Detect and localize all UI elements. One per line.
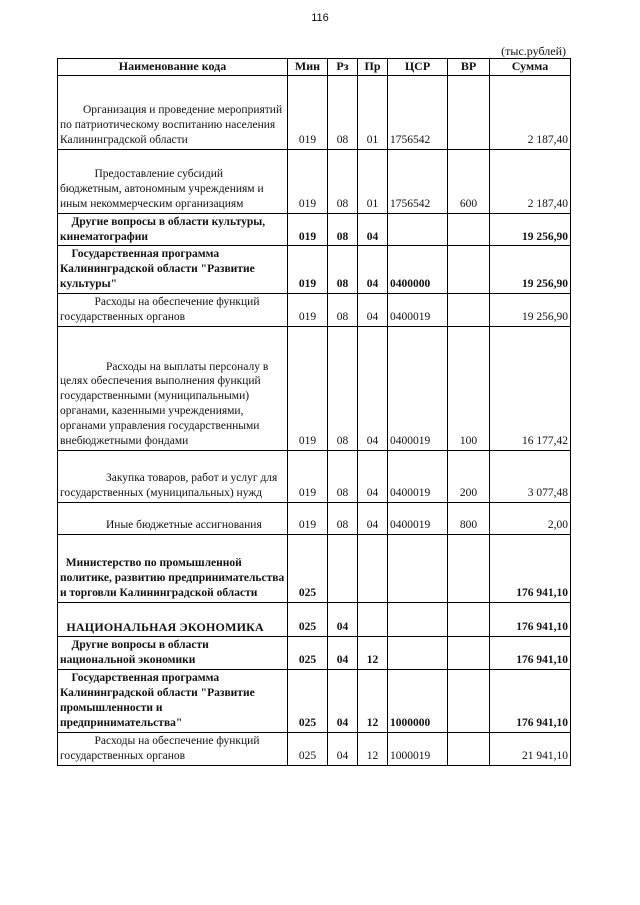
row-csr: 1000019: [388, 732, 448, 765]
row-rz: 08: [328, 213, 358, 246]
row-csr: 0400019: [388, 451, 448, 503]
row-rz: 08: [328, 451, 358, 503]
page-number: 116: [311, 12, 329, 24]
row-csr: 0400019: [388, 327, 448, 451]
row-sum: 21 941,10: [490, 732, 571, 765]
row-csr: [388, 535, 448, 603]
row-vr: [448, 535, 490, 603]
row-min: 019: [288, 75, 328, 149]
table-row: [58, 503, 571, 535]
row-vr: [448, 294, 490, 327]
row-sum: 176 941,10: [490, 603, 571, 637]
row-min: 019: [288, 246, 328, 294]
row-vr: [448, 246, 490, 294]
row-sum: 19 256,90: [490, 246, 571, 294]
row-min: 019: [288, 503, 328, 535]
table-row: [58, 149, 571, 213]
row-vr: 600: [448, 149, 490, 213]
row-name: Министерство по промышленной политике, развитию предпринимательства и торговли Калининградской области: [58, 535, 288, 603]
row-csr: 0400000: [388, 246, 448, 294]
table-row: [58, 732, 571, 765]
row-rz: 04: [328, 603, 358, 637]
row-vr: [448, 732, 490, 765]
row-pr: 12: [358, 670, 388, 733]
row-csr: 1756542: [388, 149, 448, 213]
row-sum: 2 187,40: [490, 149, 571, 213]
row-csr: [388, 213, 448, 246]
row-pr: 01: [358, 75, 388, 149]
row-name: НАЦИОНАЛЬНАЯ ЭКОНОМИКА: [58, 603, 288, 637]
row-min: 019: [288, 451, 328, 503]
row-rz: 04: [328, 732, 358, 765]
row-pr: 04: [358, 327, 388, 451]
row-csr: 1756542: [388, 75, 448, 149]
row-pr: [358, 603, 388, 637]
table-header-row: [58, 59, 571, 76]
row-name: Предоставление субсидий бюджетным, автономным учреждениям и иным некоммерческим организациям: [58, 149, 288, 213]
col-header-sum: Сумма: [490, 59, 571, 76]
col-header-csr: ЦСР: [388, 59, 448, 76]
table-row: [58, 451, 571, 503]
row-sum: 2 187,40: [490, 75, 571, 149]
table-row: [58, 535, 571, 603]
col-header-name: Наименование кода: [58, 59, 288, 76]
row-rz: 08: [328, 503, 358, 535]
table-row: [58, 637, 571, 670]
row-pr: 12: [358, 637, 388, 670]
row-name: Расходы на обеспечение функций государственных органов: [58, 294, 288, 327]
table-row: [58, 327, 571, 451]
col-header-pr: Пр: [358, 59, 388, 76]
row-sum: 2,00: [490, 503, 571, 535]
row-vr: [448, 75, 490, 149]
row-vr: [448, 213, 490, 246]
budget-table: [57, 58, 571, 766]
row-csr: [388, 603, 448, 637]
row-min: 019: [288, 149, 328, 213]
row-name: Государственная программа Калининградской области "Развитие культуры": [58, 246, 288, 294]
row-pr: 04: [358, 503, 388, 535]
row-rz: 08: [328, 149, 358, 213]
row-rz: 04: [328, 670, 358, 733]
row-pr: 04: [358, 294, 388, 327]
row-vr: 800: [448, 503, 490, 535]
row-min: 025: [288, 535, 328, 603]
row-pr: 01: [358, 149, 388, 213]
row-rz: 08: [328, 75, 358, 149]
row-sum: 176 941,10: [490, 670, 571, 733]
row-rz: 08: [328, 327, 358, 451]
col-header-min: Мин: [288, 59, 328, 76]
row-vr: 100: [448, 327, 490, 451]
row-rz: 04: [328, 637, 358, 670]
table-row: [58, 603, 571, 637]
row-name: Государственная программа Калининградской области "Развитие промышленности и предпринимательства": [58, 670, 288, 733]
row-name: Иные бюджетные ассигнования: [58, 503, 288, 535]
row-min: 025: [288, 670, 328, 733]
row-pr: 04: [358, 451, 388, 503]
table-row: [58, 294, 571, 327]
row-csr: [388, 637, 448, 670]
row-csr: 0400019: [388, 294, 448, 327]
row-pr: 04: [358, 213, 388, 246]
row-sum: 3 077,48: [490, 451, 571, 503]
row-rz: 08: [328, 294, 358, 327]
row-name: Другие вопросы в области национальной экономики: [58, 637, 288, 670]
units-label: (тыс.рублей): [501, 44, 566, 58]
row-min: 019: [288, 327, 328, 451]
row-name: Расходы на обеспечение функций государственных органов: [58, 732, 288, 765]
row-vr: 200: [448, 451, 490, 503]
row-sum: 19 256,90: [490, 213, 571, 246]
row-pr: 04: [358, 246, 388, 294]
row-min: 025: [288, 637, 328, 670]
row-vr: [448, 670, 490, 733]
row-min: 025: [288, 732, 328, 765]
row-csr: 0400019: [388, 503, 448, 535]
table-row: [58, 75, 571, 149]
row-pr: [358, 535, 388, 603]
row-sum: 176 941,10: [490, 535, 571, 603]
row-rz: [328, 535, 358, 603]
row-vr: [448, 603, 490, 637]
row-name: Расходы на выплаты персоналу в целях обеспечения выполнения функций государственными (муниципальными) органами, казенными учреждениями, органами управления государственными внебюджетными фондами: [58, 327, 288, 451]
row-csr: 1000000: [388, 670, 448, 733]
row-name: Другие вопросы в области культуры, кинематографии: [58, 213, 288, 246]
col-header-vr: ВР: [448, 59, 490, 76]
row-name: Закупка товаров, работ и услуг для государственных (муниципальных) нужд: [58, 451, 288, 503]
row-min: 025: [288, 603, 328, 637]
row-sum: 19 256,90: [490, 294, 571, 327]
table-row: [58, 670, 571, 733]
row-vr: [448, 637, 490, 670]
table-row: [58, 213, 571, 246]
row-sum: 16 177,42: [490, 327, 571, 451]
row-name: Организация и проведение мероприятий по патриотическому воспитанию населения Калининградской области: [58, 75, 288, 149]
row-min: 019: [288, 294, 328, 327]
row-pr: 12: [358, 732, 388, 765]
table-row: [58, 246, 571, 294]
row-min: 019: [288, 213, 328, 246]
col-header-rz: Рз: [328, 59, 358, 76]
row-sum: 176 941,10: [490, 637, 571, 670]
row-rz: 08: [328, 246, 358, 294]
